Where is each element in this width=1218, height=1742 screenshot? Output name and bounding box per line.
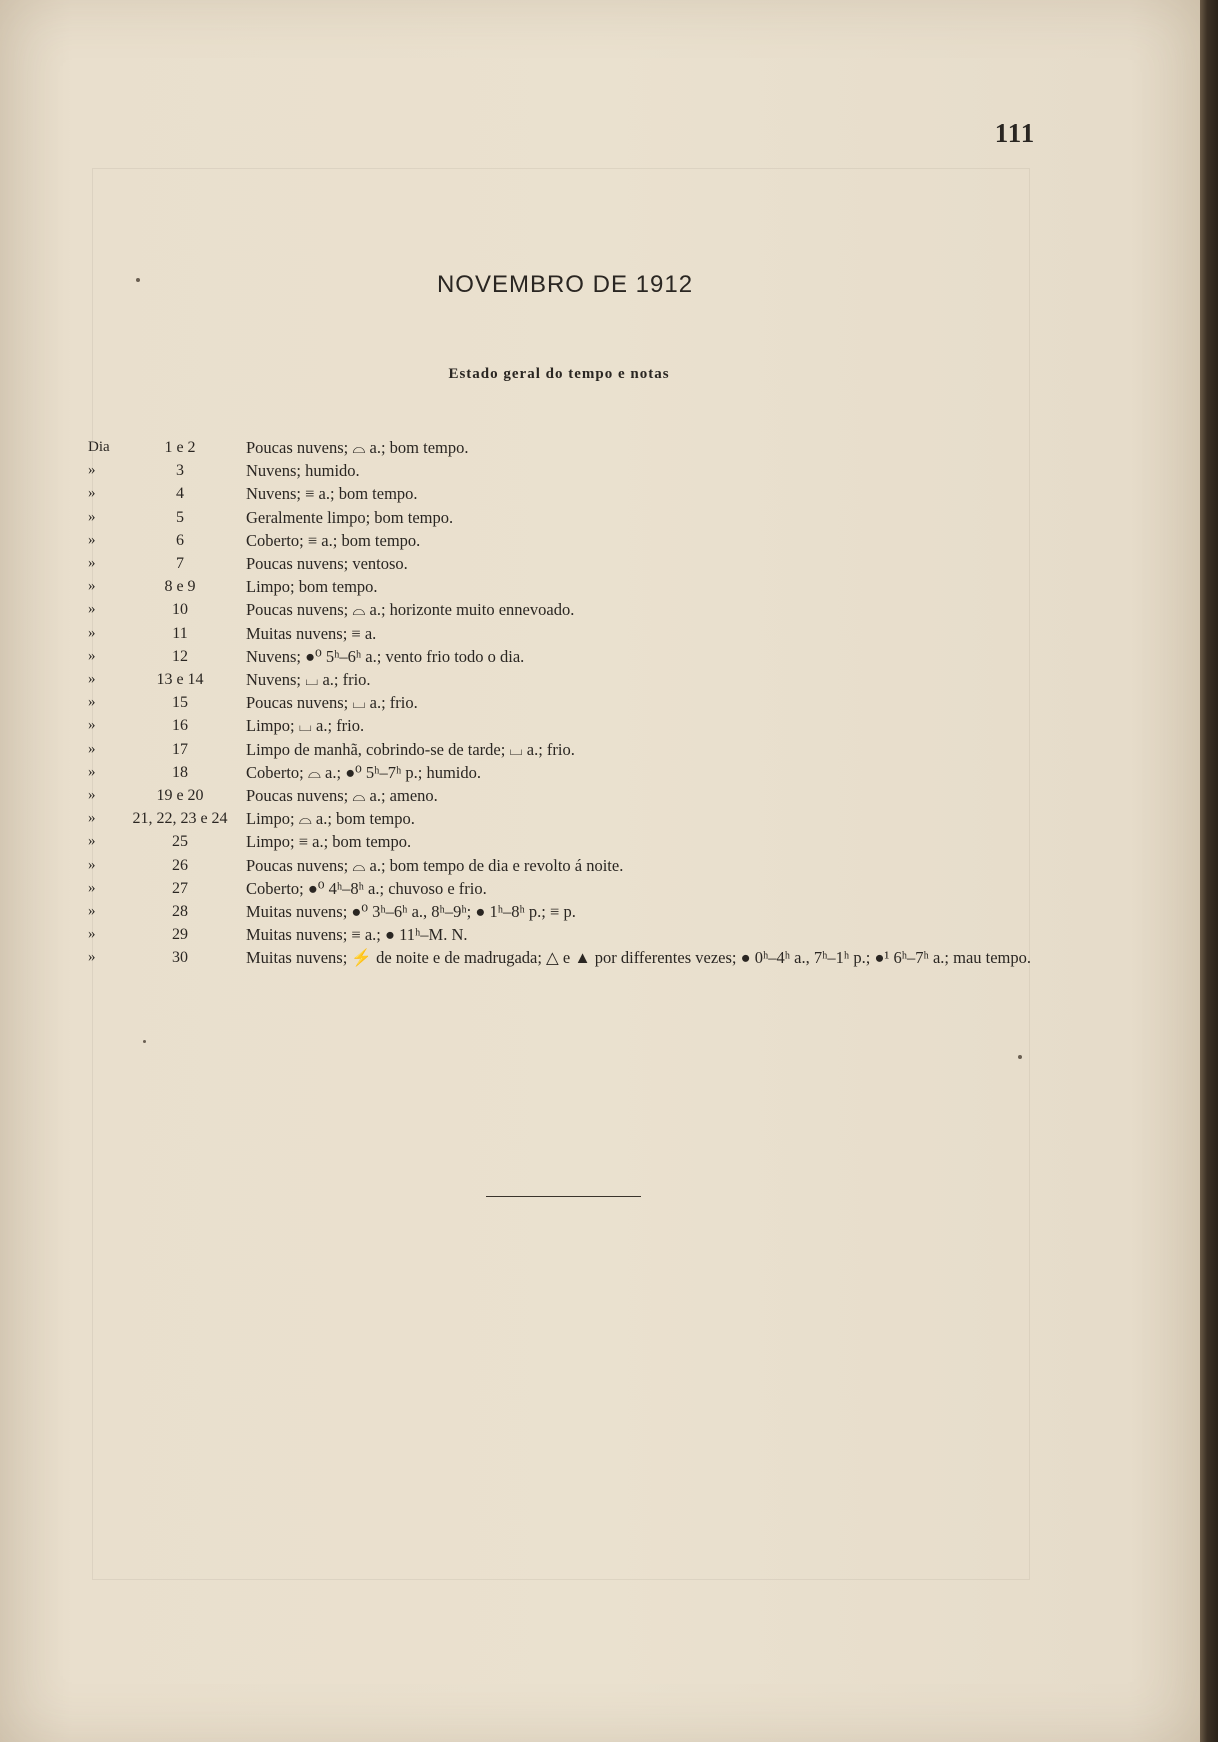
list-item <box>88 645 1048 668</box>
day-cell: 19 e 20 <box>156 787 204 805</box>
list-item <box>88 552 1048 575</box>
list-item <box>88 830 1048 853</box>
day-cell: 21, 22, 23 e 24 <box>132 810 228 828</box>
day-cell: 11 <box>172 624 188 642</box>
row-label: » <box>88 856 96 873</box>
list-item <box>88 575 1048 598</box>
list-item <box>88 946 1048 970</box>
note-text: Geralmente limpo; bom tempo. <box>246 507 454 527</box>
row-label: » <box>88 485 96 502</box>
list-item <box>88 784 1048 807</box>
paper-speck <box>1018 1055 1022 1059</box>
row-label: Dia <box>88 439 110 455</box>
row-label: » <box>88 763 96 780</box>
day-cell: 13 e 14 <box>156 671 204 689</box>
note-text: Muitas nuvens; ≡ a.; ● 11ʰ–M. N. <box>246 925 468 945</box>
note-text: Poucas nuvens; ⌓ a.; bom tempo de dia e revolto á noite. <box>246 855 624 875</box>
note-text: Nuvens; ≡ a.; bom tempo. <box>246 484 418 504</box>
note-text: Nuvens; ●⁰ 5ʰ–6ʰ a.; vento frio todo o dia. <box>246 646 525 666</box>
day-cell: 10 <box>172 601 188 619</box>
note-text: Nuvens; humido. <box>246 461 360 481</box>
row-label: » <box>88 740 96 757</box>
row-label: » <box>88 578 96 595</box>
day-cell: 30 <box>172 949 188 967</box>
row-label: » <box>88 903 96 920</box>
list-item <box>88 459 1048 482</box>
row-label: » <box>88 787 96 804</box>
day-cell: 15 <box>172 694 188 712</box>
day-cell: 8 e 9 <box>164 578 196 596</box>
note-text: Poucas nuvens; ventoso. <box>246 554 408 574</box>
paper-speck <box>143 1040 146 1043</box>
row-label: » <box>88 694 96 711</box>
list-item <box>88 714 1048 737</box>
row-label: » <box>88 949 96 966</box>
day-cell: 5 <box>176 508 184 526</box>
list-item <box>88 877 1048 900</box>
day-cell: 18 <box>172 763 188 781</box>
day-cell: 6 <box>176 531 184 549</box>
row-label: » <box>88 879 96 896</box>
weather-notes-list <box>88 436 1048 970</box>
note-text: Limpo; ⌓ a.; bom tempo. <box>246 809 415 829</box>
note-text: Coberto; ⌓ a.; ●⁰ 5ʰ–7ʰ p.; humido. <box>246 762 482 782</box>
day-cell: 7 <box>176 555 184 573</box>
list-item <box>88 900 1048 923</box>
row-label: » <box>88 671 96 688</box>
row-label: » <box>88 531 96 548</box>
row-label: » <box>88 624 96 641</box>
note-text: Coberto; ≡ a.; bom tempo. <box>246 530 421 550</box>
note-text: Limpo; ≡ a.; bom tempo. <box>246 832 412 852</box>
list-item <box>88 506 1048 529</box>
day-cell: 29 <box>172 926 188 944</box>
list-item <box>88 854 1048 877</box>
row-label: » <box>88 508 96 525</box>
list-item <box>88 738 1048 761</box>
list-item <box>88 436 1048 459</box>
day-cell: 28 <box>172 903 188 921</box>
list-item <box>88 807 1048 830</box>
day-cell: 25 <box>172 833 188 851</box>
list-item <box>88 598 1048 621</box>
list-item <box>88 761 1048 784</box>
row-label: » <box>88 601 96 618</box>
row-label: » <box>88 926 96 943</box>
list-item <box>88 482 1048 505</box>
note-text: Limpo; bom tempo. <box>246 577 378 597</box>
day-cell: 16 <box>172 717 188 735</box>
list-item <box>88 923 1048 946</box>
row-label: » <box>88 555 96 572</box>
page-title: NOVEMBRO DE 1912 <box>436 271 694 298</box>
row-label: » <box>88 647 96 664</box>
note-text: Limpo; ⌴ a.; frio. <box>246 716 365 736</box>
note-text: Nuvens; ⌴ a.; frio. <box>246 670 371 690</box>
note-text: Poucas nuvens; ⌴ a.; frio. <box>246 693 418 713</box>
day-cell: 1 e 2 <box>164 439 196 456</box>
closing-rule <box>486 1196 641 1197</box>
section-subtitle: Estado geral do tempo e notas <box>448 366 670 382</box>
note-text: Muitas nuvens; ⚡ de noite e de madrugada; △ e ▲ por differentes vezes; ● 0ʰ–4ʰ a., 7ʰ–1ʰ p.; ●¹ 6ʰ–7ʰ a.; mau tempo. <box>246 948 1032 968</box>
note-text: Limpo de manhã, cobrindo-se de tarde; ⌴ a.; frio. <box>246 739 575 759</box>
note-text: Muitas nuvens; ●⁰ 3ʰ–6ʰ a., 8ʰ–9ʰ; ● 1ʰ–8ʰ p.; ≡ p. <box>246 902 576 922</box>
day-cell: 12 <box>172 647 188 665</box>
page-number: 111 <box>994 118 1036 148</box>
list-item <box>88 529 1048 552</box>
note-text: Poucas nuvens; ⌓ a.; ameno. <box>246 786 438 806</box>
day-cell: 4 <box>176 485 184 503</box>
note-text: Poucas nuvens; ⌓ a.; bom tempo. <box>246 438 469 457</box>
row-label: » <box>88 462 96 479</box>
list-item <box>88 691 1048 714</box>
day-cell: 17 <box>172 740 188 758</box>
list-item <box>88 668 1048 691</box>
book-spine-shadow <box>1200 0 1218 1742</box>
note-text: Poucas nuvens; ⌓ a.; horizonte muito ennevoado. <box>246 600 575 620</box>
day-cell: 3 <box>176 462 184 480</box>
row-label: » <box>88 717 96 734</box>
row-label: » <box>88 810 96 827</box>
day-cell: 27 <box>172 879 188 897</box>
row-label: » <box>88 833 96 850</box>
note-text: Coberto; ●⁰ 4ʰ–8ʰ a.; chuvoso e frio. <box>246 878 487 898</box>
list-item <box>88 622 1048 645</box>
paper-speck <box>136 278 140 282</box>
day-cell: 26 <box>172 856 188 874</box>
note-text: Muitas nuvens; ≡ a. <box>246 623 377 643</box>
